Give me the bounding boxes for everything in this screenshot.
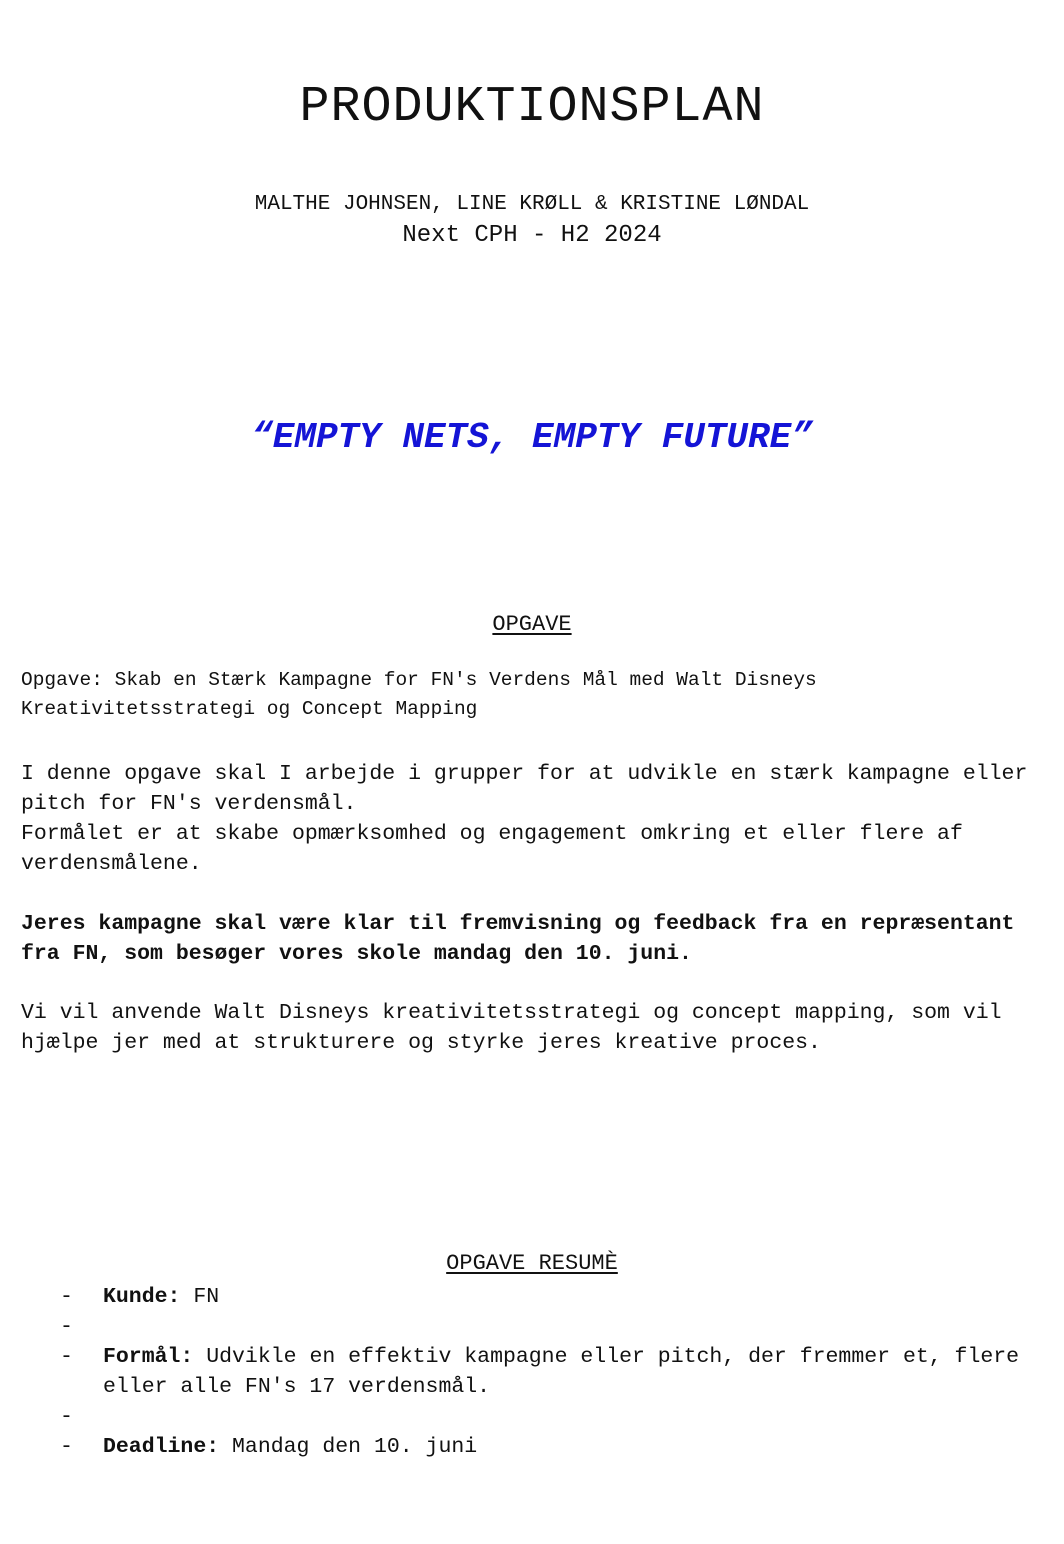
summary-value: FN xyxy=(180,1285,220,1309)
summary-key: Kunde xyxy=(103,1285,168,1309)
summary-item-deadline xyxy=(60,1432,1040,1462)
task-intro: Opgave: Skab en Stærk Kampagne for FN's Verdens Mål med Walt Disneys Kreativitetsstrategi og Concept Mapping xyxy=(21,669,817,720)
bullet-dash: - xyxy=(60,1285,73,1309)
task-paragraph-1: I denne opgave skal I arbejde i grupper for at udvikle en stærk kampagne eller pitch for FN's verdensmål. Formålet er at skabe opmærksomhed og engagement omkring et eller flere af verdensmålene. xyxy=(21,762,1028,876)
bullet-dash: - xyxy=(60,1405,73,1429)
summary-key: Deadline xyxy=(103,1435,207,1459)
summary-key: Formål xyxy=(103,1345,181,1369)
task-paragraph-method: Vi vil anvende Walt Disneys kreativitetsstrategi og concept mapping, som vil hjælpe jer med at strukturere og styrke jeres kreative proces. xyxy=(21,1001,1002,1055)
summary-separator: : xyxy=(167,1285,181,1309)
summary-value: Udvikle en effektiv kampagne eller pitch, der fremmer et, flere eller alle FN's 17 verdensmål. xyxy=(103,1345,1020,1399)
summary-item-kunde xyxy=(60,1282,1040,1312)
bullet-dash: - xyxy=(60,1435,73,1459)
summary-separator: : xyxy=(206,1435,220,1459)
document-title: PRODUKTIONSPLAN xyxy=(299,79,765,136)
class-line: Next CPH - H2 2024 xyxy=(402,222,662,249)
summary-item-empty xyxy=(60,1312,1040,1342)
campaign-slogan: “EMPTY NETS, EMPTY FUTURE” xyxy=(251,417,813,458)
summary-separator: : xyxy=(180,1345,194,1369)
bullet-dash: - xyxy=(60,1345,73,1369)
summary-value: Mandag den 10. juni xyxy=(219,1435,478,1459)
task-heading: OPGAVE xyxy=(492,612,572,637)
authors-line: MALTHE JOHNSEN, LINE KRØLL & KRISTINE LØNDAL xyxy=(254,193,810,216)
summary-item-empty xyxy=(60,1402,1040,1432)
summary-list xyxy=(60,1282,1040,1462)
summary-item-formaal xyxy=(60,1342,1040,1402)
bullet-dash: - xyxy=(60,1315,73,1339)
summary-heading: OPGAVE RESUMÈ xyxy=(446,1251,618,1276)
task-paragraph-deadline: Jeres kampagne skal være klar til fremvisning og feedback fra en repræsentant fra FN, som besøger vores skole mandag den 10. juni. xyxy=(21,912,1015,966)
